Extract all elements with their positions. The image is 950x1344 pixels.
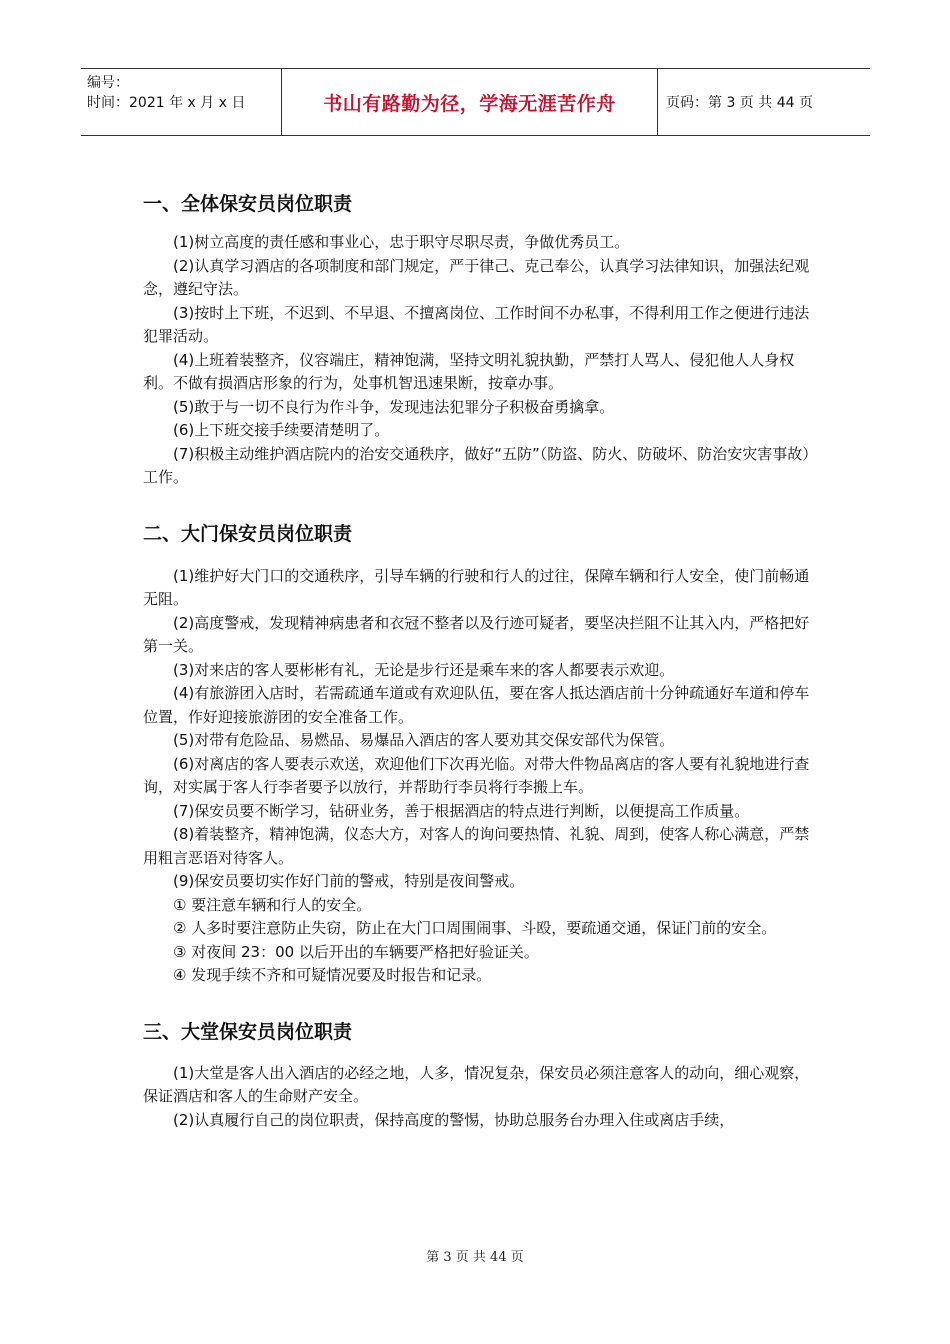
list-item: ① 要注意车辆和行人的安全。 — [173, 895, 372, 914]
paragraph: (8)着装整齐，精神饱满，仪态大方，对客人的询问要热情、礼貌、周到，使客人称心满意，严禁用粗言恶语对待客人。 — [143, 825, 810, 867]
paragraph: (9)保安员要切实作好门前的警戒，特别是夜间警戒。 — [173, 872, 525, 890]
paragraph: (2)认真履行自己的岗位职责，保持高度的警惕，协助总服务台办理入住或离店手续， — [173, 1110, 735, 1129]
date-label: 时间：2021 年 x 月 x 日 — [87, 95, 246, 111]
header-motto: 书山有路勤为径，学海无涯苦作舟 — [282, 69, 658, 135]
paragraph: (1)树立高度的责任感和事业心，忠于职守尽职尽责，争做优秀员工。 — [173, 233, 630, 251]
paragraph: (2)认真学习酒店的各项制度和部门规定，严于律己、克己奉公，认真学习法律知识，加强法纪观念，遵纪守法。 — [143, 256, 810, 298]
paragraph: (7)积极主动维护酒店院内的治安交通秩序，做好“五防”（防盗、防火、防破坏、防治安灾害事故）工作。 — [143, 444, 818, 486]
list-item: ④ 发现手续不齐和可疑情况要及时报告和记录。 — [173, 966, 492, 984]
header-meta — [81, 69, 282, 135]
paragraph: (1)大堂是客人出入酒店的必经之地，人多，情况复杂，保安员必须注意客人的动向，细心观察，保证酒店和客人的生命财产安全。 — [143, 1063, 810, 1105]
number-label: 编号： — [87, 75, 129, 91]
paragraph: (4)有旅游团入店时，若需疏通车道或有欢迎队伍，要在客人抵达酒店前十分钟疏通好车道和停车位置，作好迎接旅游团的安全准备工作。 — [143, 684, 810, 726]
paragraph: (3)按时上下班，不迟到、不早退、不擅离岗位、工作时间不办私事，不得利用工作之便进行违法犯罪活动。 — [143, 303, 810, 345]
paragraph: (3)对来店的客人要彬彬有礼，无论是步行还是乘车来的客人都要表示欢迎。 — [173, 660, 675, 679]
document-body — [143, 190, 823, 1132]
section-title: 二、大门保安员岗位职责 — [143, 522, 353, 545]
paragraph: (6)对离店的客人要表示欢送，欢迎他们下次再光临。对带大件物品离店的客人要有礼貌地进行查询，对实属于客人行李者要予以放行，并帮助行李员将行李搬上车。 — [143, 754, 810, 796]
header-page-label: 页码：第 3 页 共 44 页 — [666, 95, 813, 111]
list-item: ② 人多时要注意防止失窃，防止在大门口周围闹事、斗殴，要疏通交通，保证门前的安全。 — [173, 919, 777, 937]
paragraph: (7)保安员要不断学习，钻研业务，善于根据酒店的特点进行判断，以便提高工作质量。 — [173, 801, 750, 820]
paragraph: (5)对带有危险品、易燃品、易爆品入酒店的客人要劝其交保安部代为保管。 — [173, 731, 675, 749]
list-item: ③ 对夜间 23：00 以后开出的车辆要严格把好验证关。 — [173, 942, 539, 961]
section-title: 三、大堂保安员岗位职责 — [143, 1020, 353, 1043]
paragraph: (6)上下班交接手续要清楚明了。 — [173, 421, 390, 439]
page-header — [81, 68, 870, 136]
paragraph: (1)维护好大门口的交通秩序，引导车辆的行驶和行人的过往，保障车辆和行人安全，使门前畅通无阻。 — [143, 566, 810, 608]
paragraph: (5)敢于与一切不良行为作斗争，发现违法犯罪分子积极奋勇擒拿。 — [173, 397, 615, 416]
section-title: 一、全体保安员岗位职责 — [143, 193, 353, 215]
paragraph: (2)高度警戒，发现精神病患者和衣冠不整者以及行迹可疑者，要坚决拦阻不让其入内，严格把好第一关。 — [143, 613, 810, 655]
paragraph: (4)上班着装整齐，仪容端庄，精神饱满，坚持文明礼貌执勤，严禁打人骂人、侵犯他人人身权利。不做有损酒店形象的行为，处事机智迅速果断，按章办事。 — [143, 350, 795, 392]
page-footer: 第 3 页 共 44 页 — [426, 1250, 524, 1265]
